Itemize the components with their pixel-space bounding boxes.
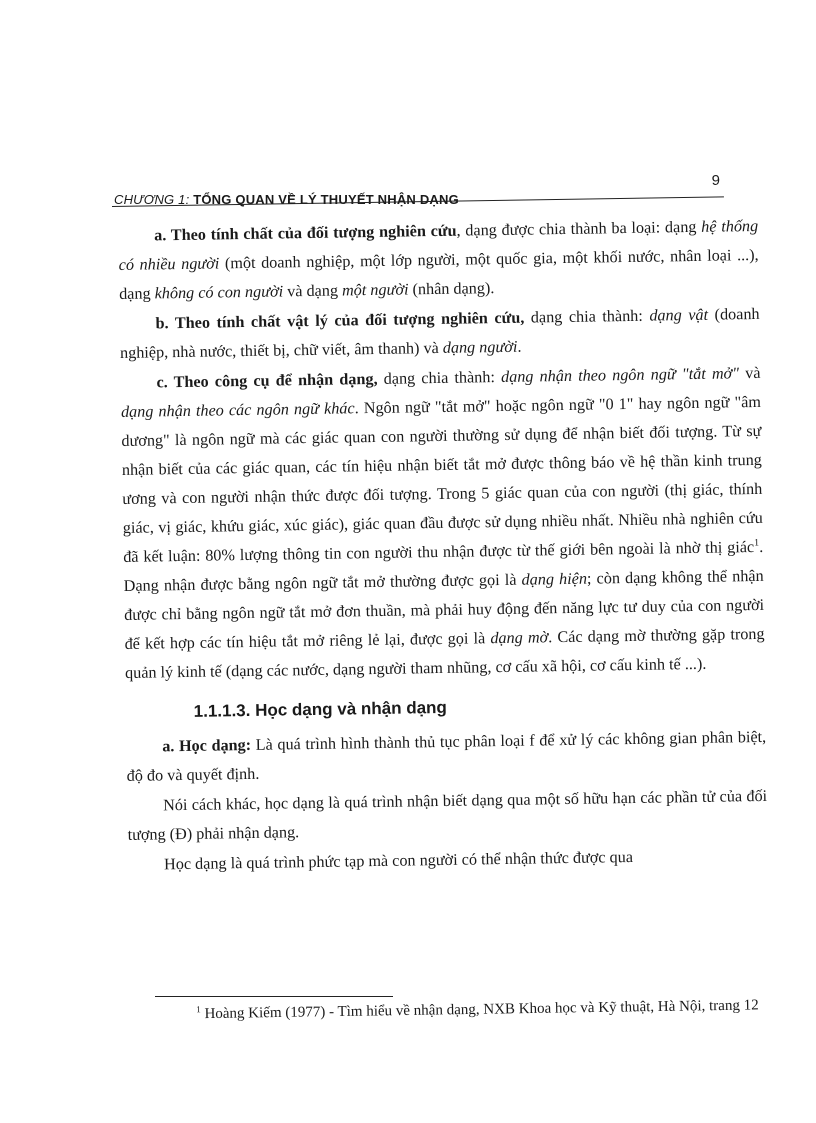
paragraph-lead: c. Theo công cụ để nhận dạng, bbox=[156, 369, 378, 392]
paragraph-text: ; còn dạng không thể nhận được chỉ bằng ngôn ngữ tắt mở đơn thuần, mà phải huy động đến năng lực tư duy của con người để kết hợp các tín hiệu tắt mở riêng lẻ lại, được gọi là bbox=[124, 566, 765, 653]
paragraph-text: (doanh nghiệp, nhà nước, thiết bị, chữ viết, âm thanh) và bbox=[119, 304, 760, 362]
body-text bbox=[118, 212, 768, 881]
paragraph-text: (một doanh nghiệp, một lớp người, một quốc gia, một khối nước, nhân loại ...), dạng bbox=[118, 245, 759, 303]
paragraph-text: , dạng được chia thành ba loại: dạng bbox=[456, 217, 702, 240]
paragraph-text: và bbox=[738, 363, 761, 383]
paragraph-lead: b. Theo tính chất vật lý của đối tượng nghiên cứu, bbox=[155, 308, 525, 333]
paragraph-text: và dạng bbox=[283, 281, 343, 301]
paragraph-2 bbox=[119, 300, 760, 368]
paragraph-text: . bbox=[517, 337, 522, 356]
chapter-title: TỔNG QUAN VỀ LÝ THUYẾT NHẬN DẠNG bbox=[193, 192, 459, 207]
page-number: 9 bbox=[711, 172, 720, 189]
paragraph-text: . Dạng nhận được bằng ngôn ngữ tắt mở thường được gọi là bbox=[123, 537, 764, 595]
paragraph-italic: dạng vật bbox=[649, 305, 709, 325]
paragraph-5: Nói cách khác, học dạng là quá trình nhận biết dạng qua một số hữu hạn các phần tử của đối tượng (Đ) phải nhận dạng. bbox=[127, 786, 768, 844]
paragraph-text: (nhân dạng). bbox=[408, 279, 495, 299]
section-heading: 1.1.1.3. Học dạng và nhận dạng bbox=[193, 697, 448, 721]
paragraph-text: dạng chia thành: bbox=[377, 368, 502, 388]
paragraph-italic: dạng nhận theo ngôn ngữ "tắt mở" bbox=[500, 364, 740, 387]
paragraph-italic: dạng mờ bbox=[490, 628, 549, 648]
paragraph-lead: a. Học dạng: bbox=[162, 735, 252, 756]
footnote-text: Hoàng Kiếm (1977) - Tìm hiểu về nhận dạng, NXB Khoa học và Kỹ thuật, Hà Nội, trang 12 bbox=[204, 997, 759, 1023]
paragraph-italic: không có con người bbox=[154, 282, 284, 303]
page-header bbox=[112, 170, 724, 210]
footnote bbox=[150, 988, 766, 1032]
paragraph-3 bbox=[120, 359, 765, 688]
paragraph-text: . Các dạng mờ thường gặp trong quản lý kinh tế (dạng các nước, dạng người tham nhũng, cơ cấu xã hội, cơ cấu kinh tế ...). bbox=[124, 624, 765, 682]
paragraph-text: . Ngôn ngữ "tắt mở" hoặc ngôn ngữ "0 1" hay ngôn ngữ "âm dương" là ngôn ngữ mà các giác quan con người thường sử dụng để nhận biết đối tượng. Từ sự nhận biết của các giác quan, các tín hiệu nhận biết tắt mở được thông báo về hệ thần kinh trung ương và con người nhận thức được đối tượng. Trong 5 giác quan của con người (thị giác, thính giác, vị giác, khứu giác, xúc giác), giác quan đầu được sử dụng nhiều nhất. Nhiều nhà nghiên cứu đã kết luận: 80% lượng thông tin con người thu nhận được từ thế giới bên ngoài là nhờ thị giác bbox=[121, 392, 763, 566]
chapter-label: CHƯƠNG 1: bbox=[114, 192, 190, 207]
paragraph-italic: dạng người bbox=[442, 337, 518, 357]
paragraph-1 bbox=[118, 212, 759, 309]
paragraph-italic: hệ thống có nhiều người bbox=[118, 216, 759, 274]
paragraph-text: Là quá trình hình thành thủ tục phân loại f để xử lý các không gian phân biệt, độ đo và quyết định. bbox=[126, 727, 767, 785]
footnote-reference: 1 bbox=[753, 537, 760, 549]
paragraph-lead: a. Theo tính chất của đối tượng nghiên cứu bbox=[154, 221, 457, 245]
paragraph-6: Học dạng là quá trình phức tạp mà con người có thể nhận thức được qua bbox=[163, 847, 634, 874]
paragraph-italic: một người bbox=[341, 280, 409, 300]
footnote-marker: 1 bbox=[196, 1004, 201, 1015]
paragraph-text: dạng chia thành: bbox=[524, 306, 650, 327]
paragraph-4 bbox=[126, 723, 767, 791]
paragraph-italic: dạng hiện bbox=[521, 569, 588, 589]
paragraph-italic: dạng nhận theo các ngôn ngữ khác bbox=[120, 399, 355, 421]
